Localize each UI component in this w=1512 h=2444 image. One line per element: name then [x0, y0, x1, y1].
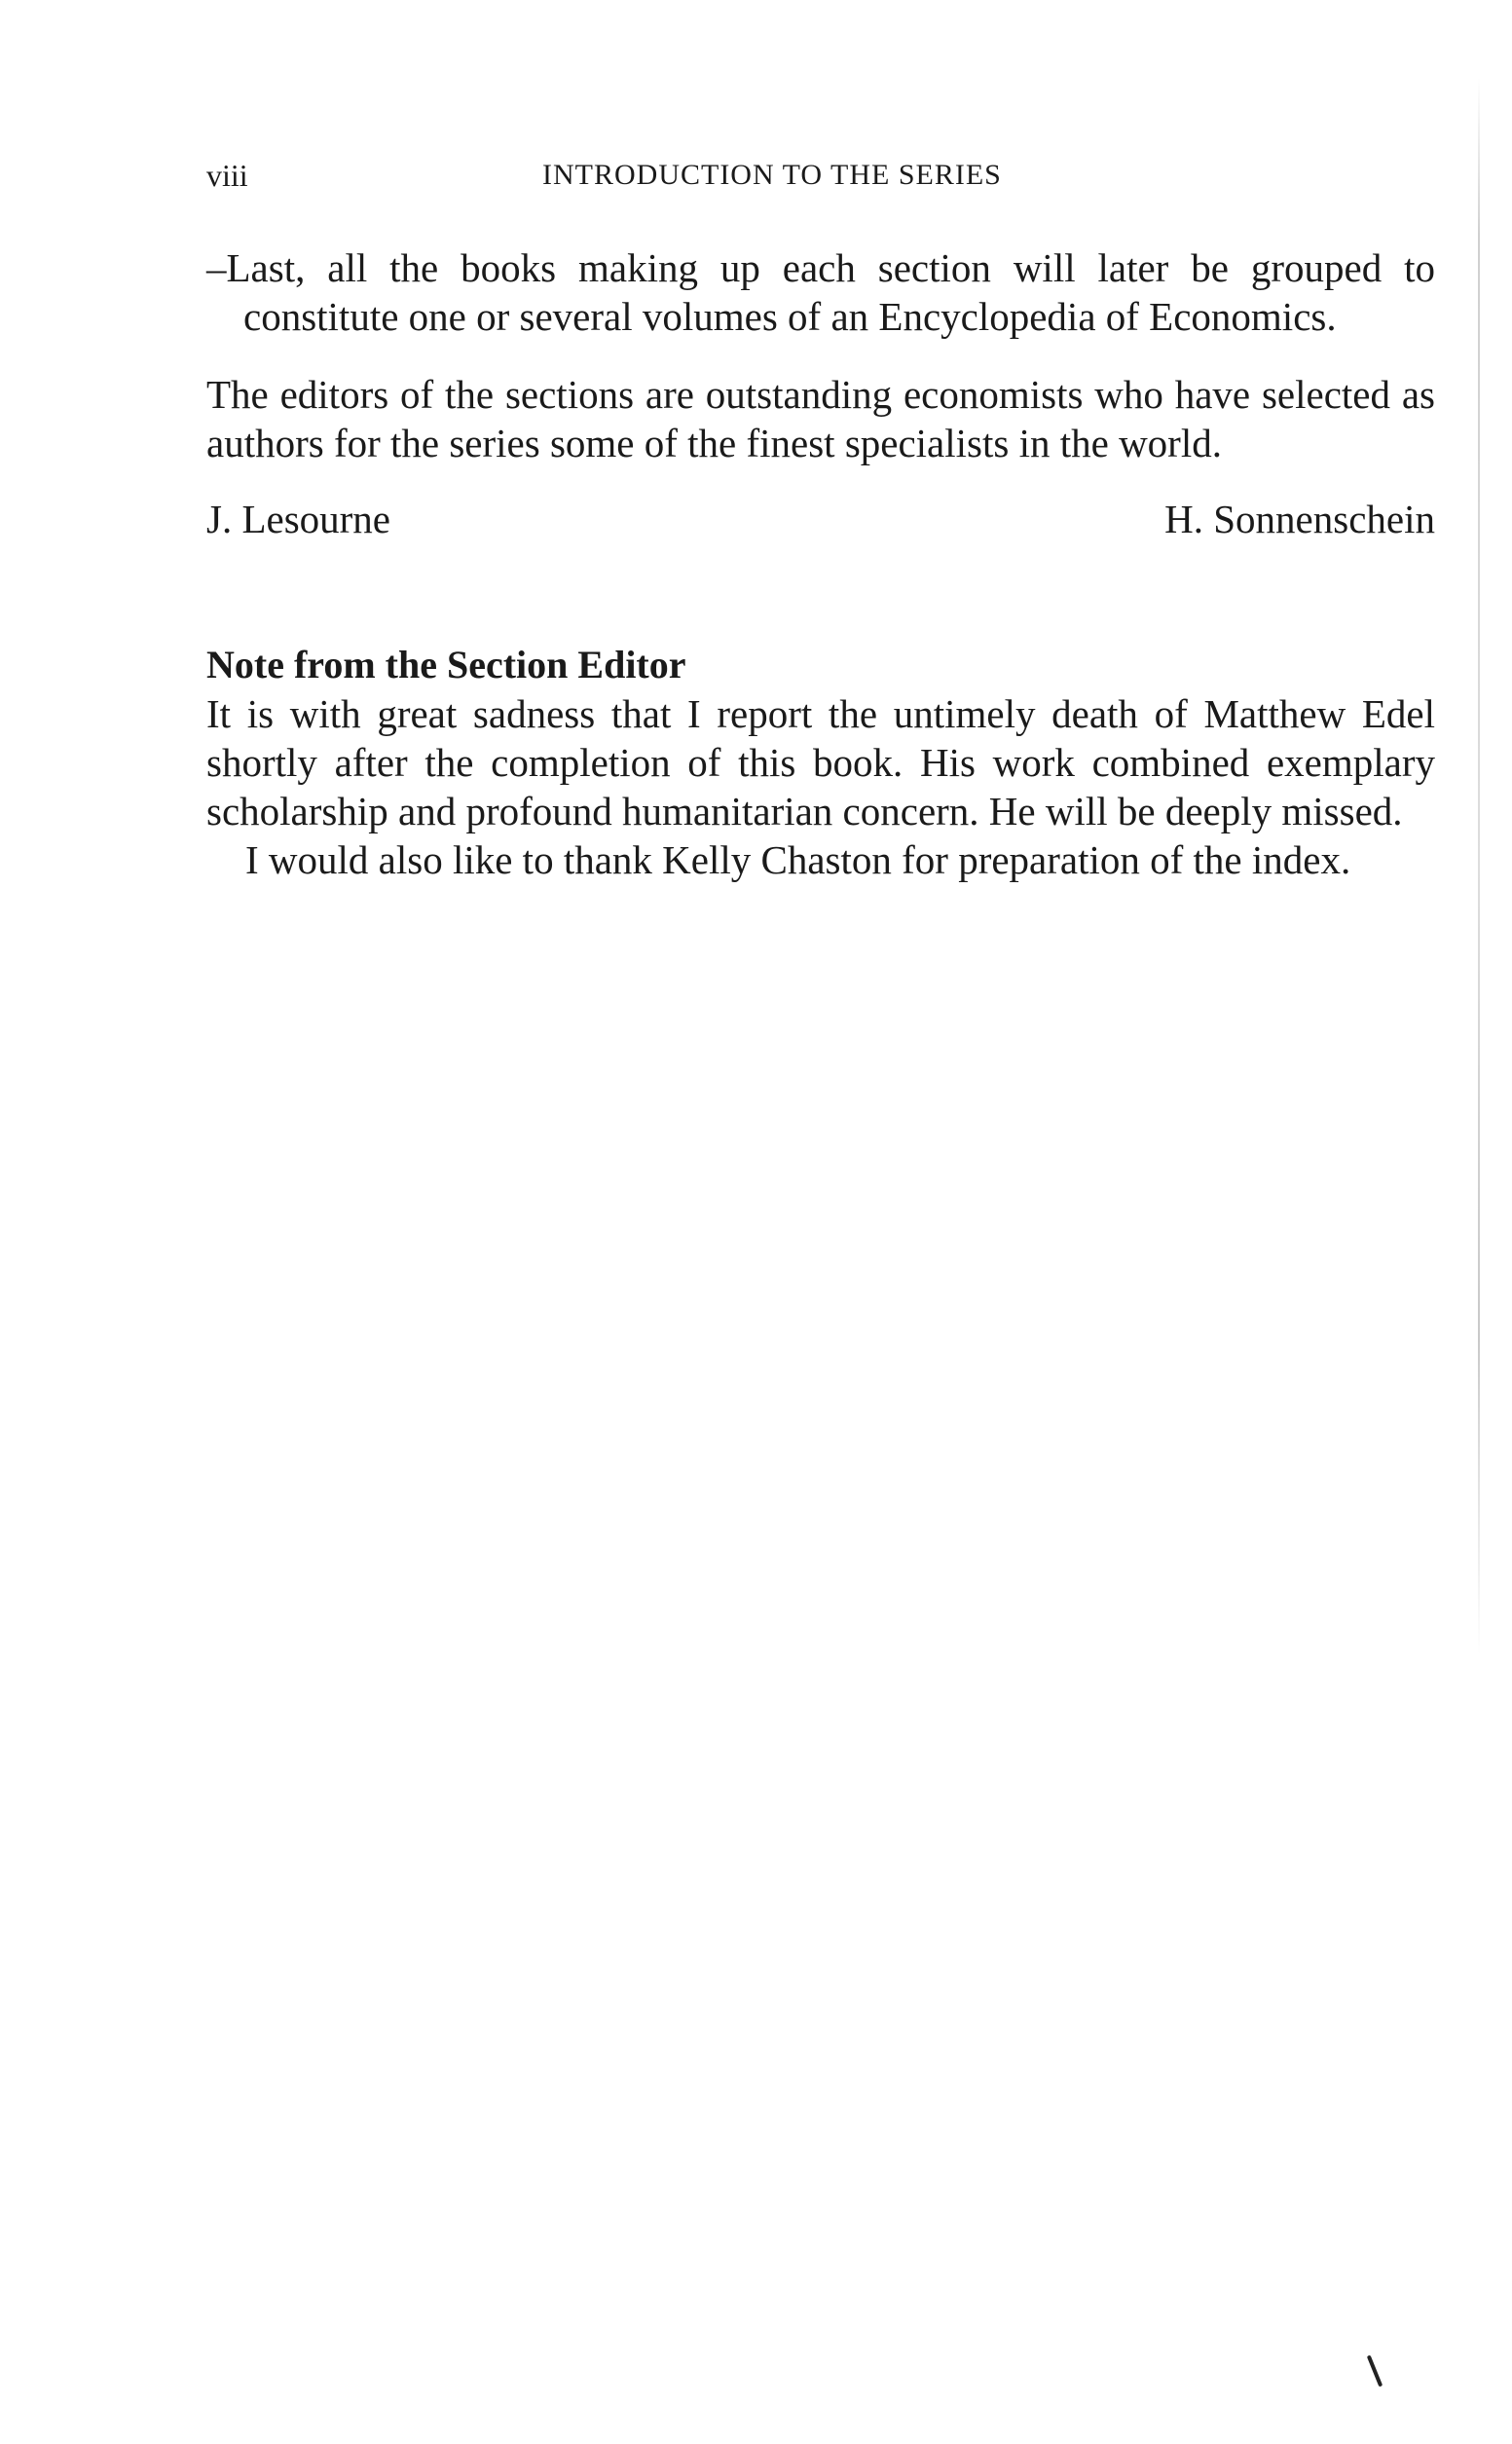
page-body	[206, 243, 1435, 884]
editors-paragraph: The editors of the sections are outstanding economists who have selected as authors for the series some of the finest specialists in the world.	[206, 372, 1435, 465]
series-bullet-item: –Last, all the books making up each section will later be grouped to constitute one or several volumes of an Encyclopedia of Economics.	[206, 245, 1435, 339]
note-paragraph-1: It is with great sadness that I report the untimely death of Matthew Edel shortly after the completion of this book. His work combined exemplary scholarship and profound humanitarian concern. He will be deeply missed.	[206, 691, 1435, 833]
page-number: viii	[206, 158, 248, 193]
signature-lesourne: J. Lesourne	[206, 497, 391, 541]
signatures	[206, 495, 1435, 543]
running-title: INTRODUCTION TO THE SERIES	[542, 159, 1002, 191]
page-edge-shadow	[1478, 78, 1480, 1655]
note-heading: Note from the Section Editor	[206, 643, 686, 686]
signature-sonnenschein: H. Sonnenschein	[1164, 497, 1435, 541]
note-paragraph-2: I would also like to thank Kelly Chaston for preparation of the index.	[245, 837, 1351, 882]
running-head	[206, 151, 1435, 200]
stray-pen-mark	[1367, 2354, 1383, 2387]
